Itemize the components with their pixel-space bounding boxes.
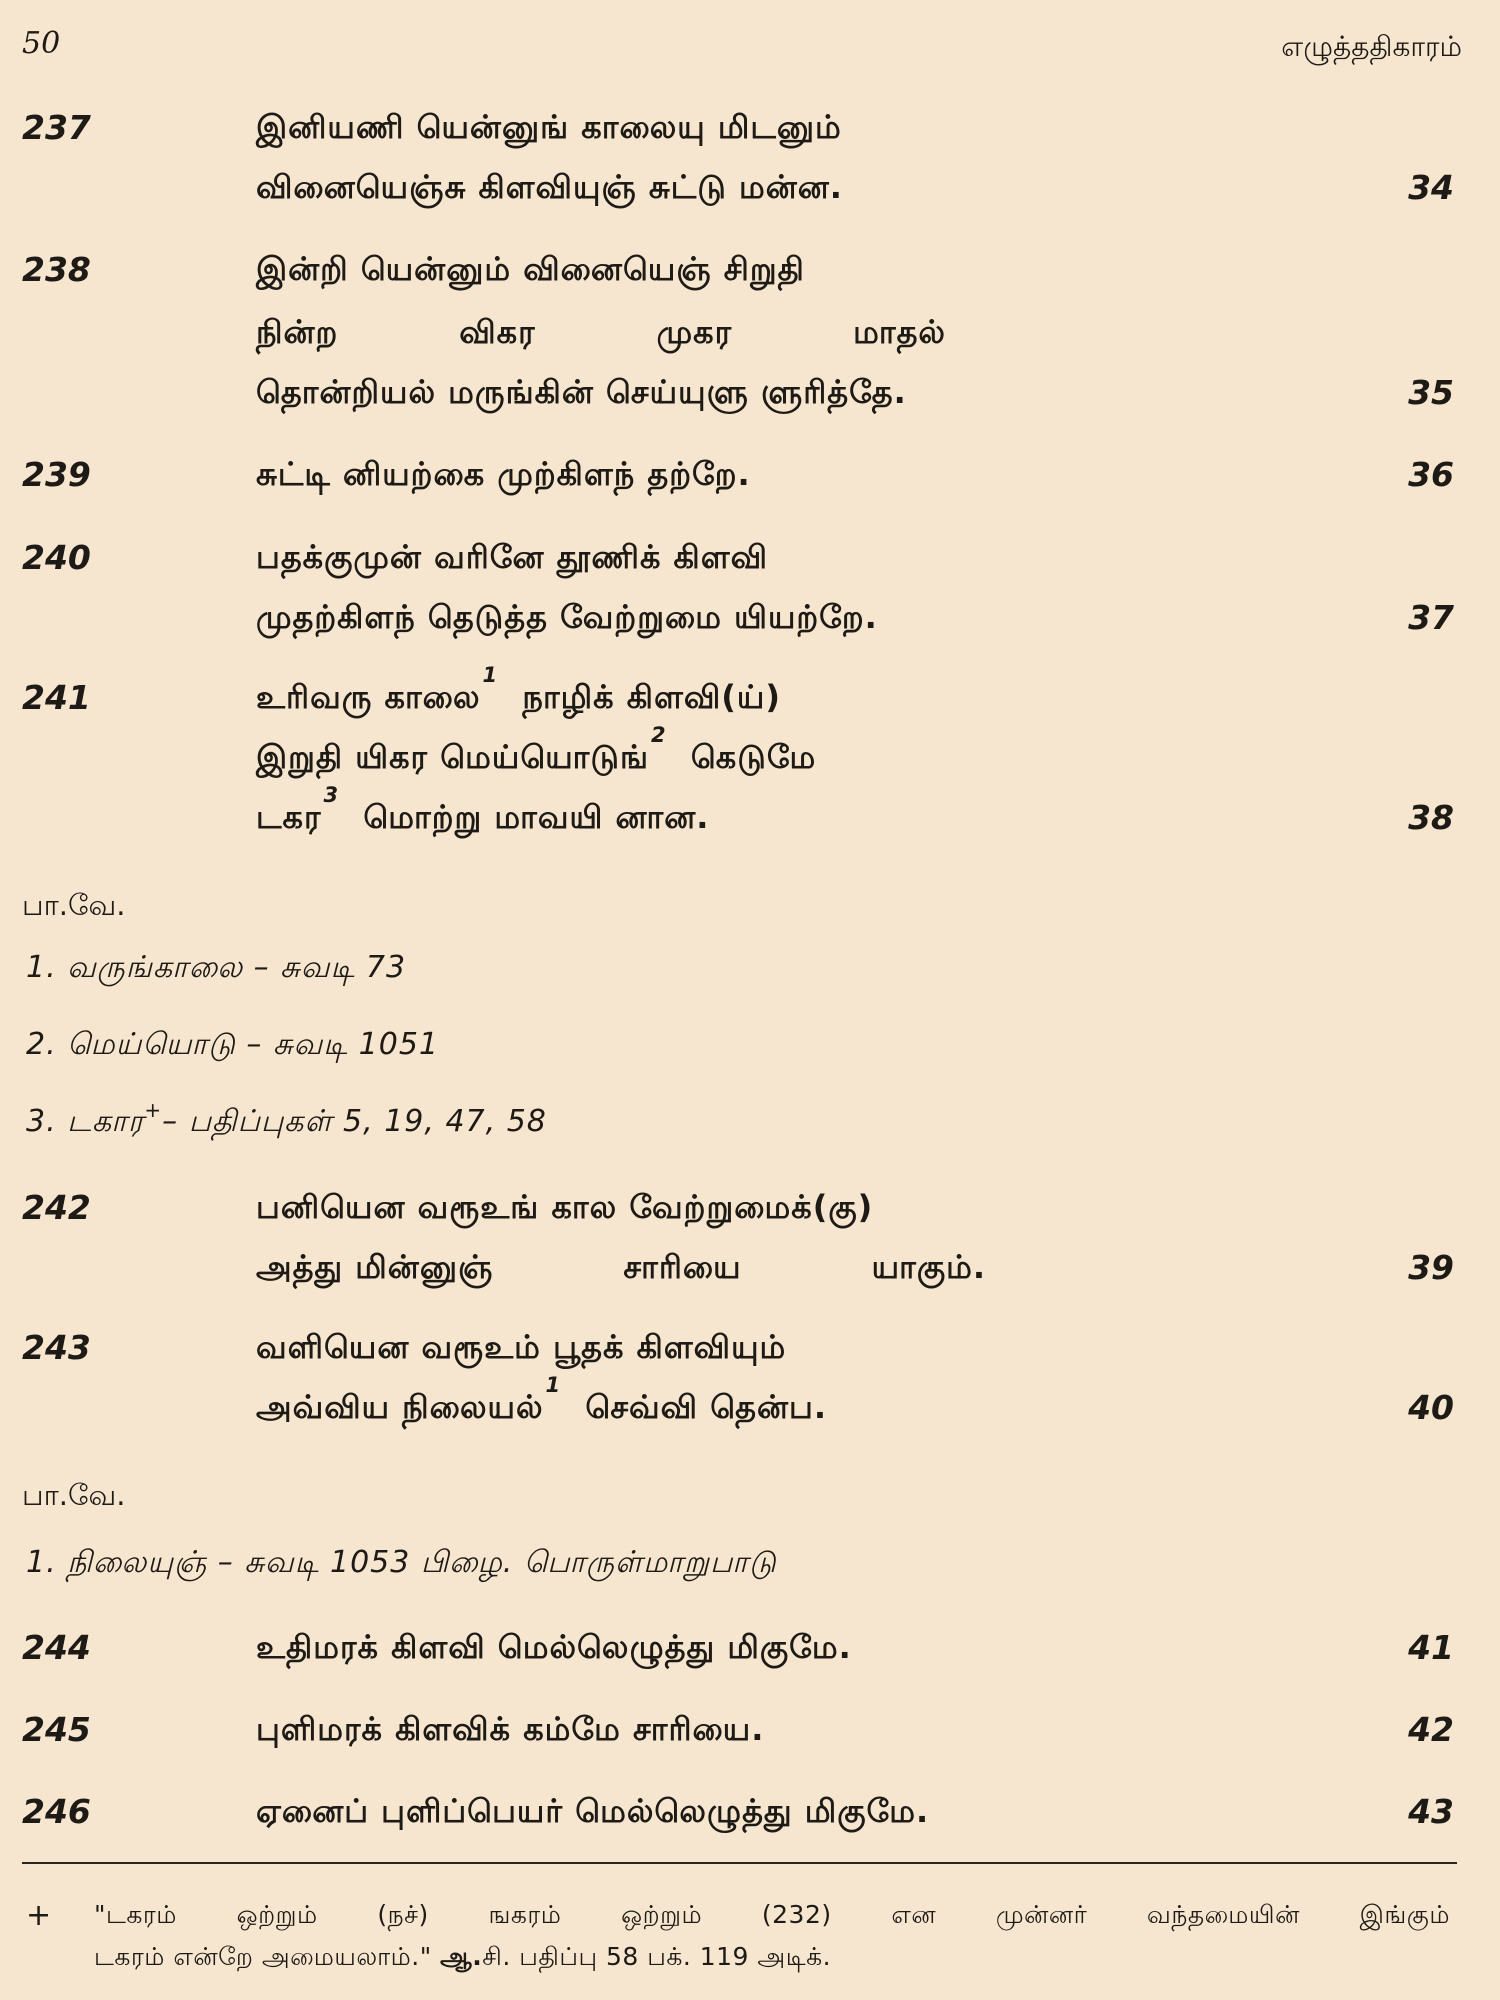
verse-line: சுட்டி னியற்கை முற்கிளந் தற்றே.: [256, 455, 751, 493]
fn-word: "டகரம்: [94, 1900, 177, 1929]
verse-number: 42: [1408, 1710, 1454, 1749]
verse-line: பனியென வரூஉங் கால வேற்றுமைக்(கு): [256, 1188, 874, 1226]
variant-note: [26, 1098, 547, 1143]
variants-heading: பா.வே.: [22, 888, 126, 922]
verse-line: [256, 663, 781, 720]
verse-fragment: டகர: [256, 798, 322, 836]
variants-heading: பா.வே.: [22, 1478, 126, 1512]
verse-number: 36: [1408, 455, 1454, 494]
variant-marker: 1: [545, 1373, 562, 1397]
footnote-rule: [22, 1862, 1457, 1864]
variant-marker: 2: [650, 723, 667, 747]
verse-line: தொன்றியல் மருங்கின் செய்யுளு ளுரித்தே.: [256, 373, 907, 411]
fn-word: முன்னர்: [995, 1900, 1088, 1929]
sutra-number: 246: [22, 1792, 91, 1831]
sutra-number: 239: [22, 455, 91, 494]
verse-number: 39: [1408, 1248, 1454, 1287]
verse-line: ஏனைப் புளிப்பெயர் மெல்லெழுத்து மிகுமே.: [256, 1792, 930, 1830]
sutra-number: 238: [22, 250, 91, 289]
verse-line: [256, 723, 817, 780]
fn-word: ஒற்றும்: [621, 1900, 703, 1929]
sutra-number: 244: [22, 1628, 91, 1667]
verse-line: [256, 1373, 827, 1430]
footnote-line: [94, 1942, 831, 1975]
word: சாரியை: [623, 1248, 742, 1286]
fn-word: (நச்): [377, 1900, 429, 1929]
sutra-number: 241: [22, 678, 91, 717]
fn-word: ஙகரம்: [488, 1900, 562, 1929]
verse-number: 35: [1408, 373, 1454, 412]
word: மாதல்: [853, 313, 946, 351]
variant-marker: 1: [482, 663, 499, 687]
verse-number: 43: [1408, 1792, 1454, 1831]
verse-line: இனியணி யென்னுங் காலையு மிடனும்: [256, 108, 842, 146]
fn-word: (232): [761, 1900, 832, 1929]
variant-marker: 3: [323, 783, 340, 807]
verse-fragment: கெடுமே: [690, 738, 817, 776]
word: விகர: [459, 313, 536, 351]
verse-fragment: செவ்வி தென்ப.: [585, 1388, 827, 1426]
verse-fragment: நாழிக் கிளவி(ய்): [522, 678, 781, 716]
variant-note: 1. வருங்காலை – சுவடி 73: [26, 950, 407, 985]
verse-line: புளிமரக் கிளவிக் கம்மே சாரியை.: [256, 1710, 765, 1748]
verse-line: வளியென வரூஉம் பூதக் கிளவியும்: [256, 1328, 787, 1366]
fn-text: சி. பதிப்பு 58 பக். 119 அடிக்.: [482, 1942, 832, 1971]
fn-text: டகரம் என்றே அமையலாம்.": [94, 1942, 432, 1971]
word: நின்ற: [256, 313, 339, 351]
verse-line: உதிமரக் கிளவி மெல்லெழுத்து மிகுமே.: [256, 1628, 852, 1666]
verse-line: முதற்கிளந் தெடுத்த வேற்றுமை யியற்றே.: [256, 598, 878, 636]
variant-note-text: – பதிப்புகள் 5, 19, 47, 58: [162, 1104, 547, 1139]
verse-line: வினையெஞ்சு கிளவியுஞ் சுட்டு மன்ன.: [256, 168, 843, 206]
page-number: 50: [22, 26, 61, 61]
sutra-number: 242: [22, 1188, 91, 1227]
verse-number: 41: [1408, 1628, 1454, 1667]
fn-word: ஒற்றும்: [236, 1900, 318, 1929]
word: முகர: [656, 313, 733, 351]
verse-fragment: மொற்று மாவயி னான.: [363, 798, 710, 836]
footnote-line: [94, 1900, 1450, 1933]
verse-line: [256, 783, 710, 840]
verse-line: இன்றி யென்னும் வினையெஞ் சிறுதி: [256, 250, 805, 288]
verse-number: 40: [1408, 1388, 1454, 1427]
footnote-marker: +: [26, 1898, 52, 1933]
variant-note: 2. மெய்யொடு – சுவடி 1051: [26, 1027, 440, 1062]
fn-text-bold: ஆ.: [440, 1942, 483, 1971]
fn-word: இங்கும்: [1359, 1900, 1450, 1929]
fn-word: என: [891, 1900, 937, 1929]
verse-fragment: உரிவரு காலை: [256, 678, 481, 716]
fn-word: வந்தமையின்: [1146, 1900, 1300, 1929]
verse-number: 37: [1408, 598, 1454, 637]
running-head: எழுத்ததிகாரம்: [1281, 30, 1462, 63]
variant-note: 1. நிலையுஞ் – சுவடி 1053 பிழை. பொருள்மாறுபாடு: [26, 1545, 777, 1580]
verse-number: 38: [1408, 798, 1454, 837]
sutra-number: 243: [22, 1328, 91, 1367]
verse-number: 34: [1408, 168, 1454, 207]
word: யாகும்.: [871, 1248, 986, 1286]
variant-note-text: 3. டகார: [26, 1104, 145, 1139]
sutra-number: 240: [22, 538, 91, 577]
verse-line: [256, 1248, 986, 1290]
plus-marker: +: [144, 1098, 163, 1122]
word: அத்து மின்னுஞ்: [256, 1248, 494, 1286]
verse-fragment: அவ்விய நிலையல்: [256, 1388, 544, 1426]
sutra-number: 237: [22, 108, 91, 147]
verse-line: [256, 313, 946, 355]
verse-line: பதக்குமுன் வரினே தூணிக் கிளவி: [256, 538, 769, 576]
verse-fragment: இறுதி யிகர மெய்யொடுங்: [256, 738, 649, 776]
sutra-number: 245: [22, 1710, 91, 1749]
